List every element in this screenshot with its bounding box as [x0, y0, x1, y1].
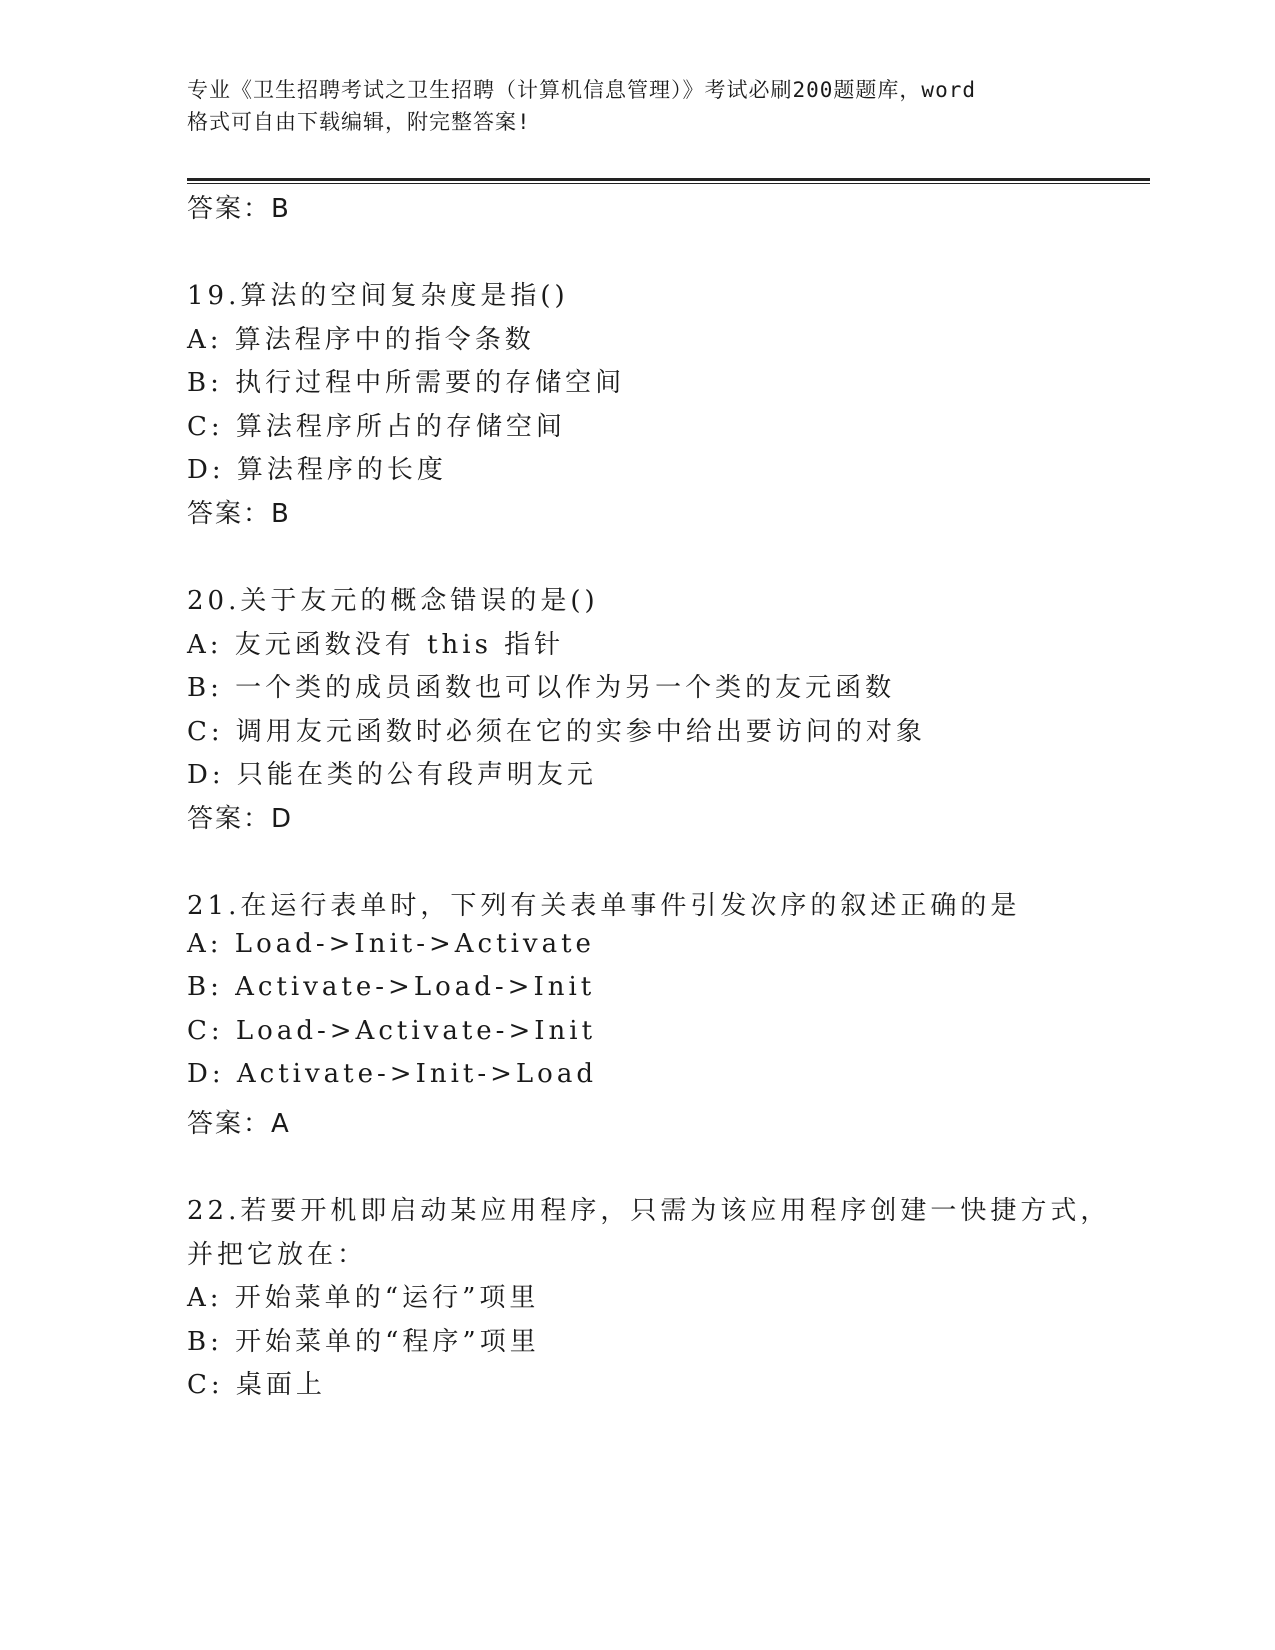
question-19-text: 19.算法的空间复杂度是指() — [187, 281, 569, 311]
question-20-option-b: B: 一个类的成员函数也可以作为另一个类的友元函数 — [187, 673, 896, 703]
question-21-option-d: D: Activate->Init->Load — [187, 1059, 597, 1089]
header-divider-thick — [187, 178, 1150, 181]
header-divider-thin — [187, 183, 1150, 184]
question-20-option-c: C: 调用友元函数时必须在它的实参中给出要访问的对象 — [187, 717, 926, 747]
question-22-text-line-1: 22.若要开机即启动某应用程序，只需为该应用程序创建一快捷方式， — [187, 1196, 1111, 1226]
question-20-option-a: A: 友元函数没有 this 指针 — [187, 630, 565, 660]
question-21-option-a: A: Load->Init->Activate — [187, 929, 595, 959]
question-22-option-b: B: 开始菜单的“程序”项里 — [187, 1327, 540, 1357]
question-21-answer: 答案：A — [187, 1109, 291, 1139]
question-22-text-line-2: 并把它放在： — [187, 1240, 368, 1270]
document-header — [187, 74, 1087, 138]
header-title-line-2: 格式可自由下载编辑，附完整答案! — [187, 110, 531, 134]
question-22-option-a: A: 开始菜单的“运行”项里 — [187, 1283, 540, 1313]
previous-answer: 答案：B — [187, 194, 291, 224]
question-20-text: 20.关于友元的概念错误的是() — [187, 586, 599, 616]
header-title-line-1: 专业《卫生招聘考试之卫生招聘（计算机信息管理）》考试必刷200题题库，word — [187, 78, 976, 102]
question-19-option-d: D: 算法程序的长度 — [187, 455, 447, 485]
question-21-option-c: C: Load->Activate->Init — [187, 1016, 597, 1046]
question-19-option-a: A: 算法程序中的指令条数 — [187, 325, 535, 355]
question-22-option-c: C: 桌面上 — [187, 1370, 326, 1400]
question-19-answer: 答案：B — [187, 499, 291, 529]
question-21-option-b: B: Activate->Load->Init — [187, 972, 596, 1002]
question-19-option-b: B: 执行过程中所需要的存储空间 — [187, 368, 626, 398]
question-19-option-c: C: 算法程序所占的存储空间 — [187, 412, 566, 442]
question-21-text: 21.在运行表单时，下列有关表单事件引发次序的叙述正确的是 — [187, 891, 1021, 921]
question-20-answer: 答案：D — [187, 804, 294, 834]
question-20-option-d: D: 只能在类的公有段声明友元 — [187, 760, 597, 790]
